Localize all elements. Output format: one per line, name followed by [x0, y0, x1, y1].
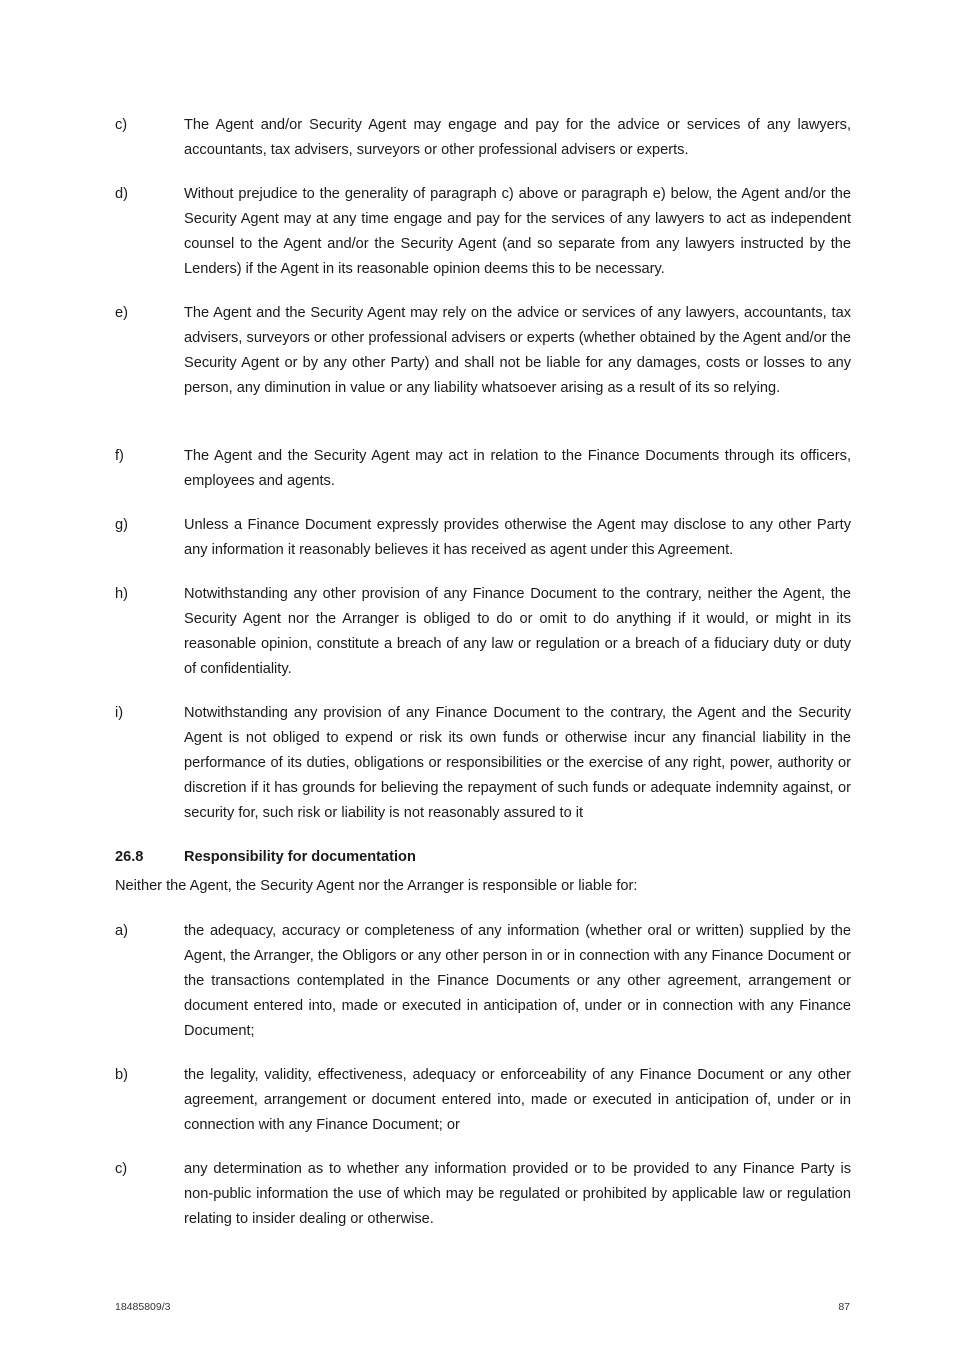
clause-text: Without prejudice to the generality of paragraph c) above or paragraph e) below, the Agent and/or the Security Agent may at any time engage and pay for the services of any lawyers to act as independent counsel to the Agent and/or the Security Agent (and so separate from any lawyers instructed by the Lenders) if the Agent in its reasonable opinion deems this to be necessary. [184, 186, 851, 277]
clause-label: c) [115, 117, 128, 133]
clause-text: The Agent and the Security Agent may act in relation to the Finance Documents through its officers, employees and agents. [184, 448, 851, 489]
clause-i-own-funds [115, 701, 851, 826]
clause-f-officers [115, 444, 851, 494]
clause-c-determination [115, 1157, 851, 1232]
clause-text: the adequacy, accuracy or completeness of any information (whether oral or written) supplied by the Agent, the Arranger, the Obligors or any other person in or in connection with any Finance Document or the transactions contemplated in the Finance Documents or any other agreement, arrangement or document entered into, made or executed in anticipation of, under or in connection with any Finance Document; [184, 923, 851, 1039]
clause-label: d) [115, 186, 128, 202]
clause-h-breach [115, 582, 851, 682]
clause-label: e) [115, 305, 128, 321]
clause-label: a) [115, 923, 128, 939]
document-reference: 18485809/3 [115, 1301, 171, 1313]
clause-g-disclosure [115, 513, 851, 563]
clause-label: f) [115, 448, 124, 464]
section-number: 26.8 [115, 849, 144, 865]
clause-text: The Agent and the Security Agent may rely on the advice or services of any lawyers, accountants, tax advisers, surveyors or other professional advisers or experts (whether obtained by the Agent and/or the Security Agent or by any other Party) and shall not be liable for any damages, costs or losses to any person, any diminution in value or any liability whatsoever arising as a result of its so relying. [184, 305, 851, 396]
clause-text: Unless a Finance Document expressly provides otherwise the Agent may disclose to any other Party any information it reasonably believes it has received as agent under this Agreement. [184, 517, 851, 558]
section-intro: Neither the Agent, the Security Agent nor the Arranger is responsible or liable for: [115, 878, 638, 894]
clause-label: i) [115, 705, 124, 721]
clause-text: The Agent and/or Security Agent may engage and pay for the advice or services of any lawyers, accountants, tax advisers, surveyors or other professional advisers or experts. [184, 117, 851, 158]
section-heading [115, 845, 851, 870]
clause-text: any determination as to whether any information provided or to be provided to any Finance Party is non-public information the use of which may be regulated or prohibited by applicable law or regulation relating to insider dealing or otherwise. [184, 1161, 851, 1227]
clause-d-independent-counsel [115, 182, 851, 282]
clause-text: Notwithstanding any provision of any Finance Document to the contrary, the Agent and the Security Agent is not obliged to expend or risk its own funds or otherwise incur any financial liability in the performance of its duties, obligations or responsibilities or the exercise of any right, power, authority or discretion if it has grounds for believing the repayment of such funds or adequate indemnity against, or security for, such risk or liability is not reasonably assured to it [184, 705, 851, 821]
clause-c-advisers [115, 113, 851, 163]
clause-text: Notwithstanding any other provision of any Finance Document to the contrary, neither the Agent, the Security Agent nor the Arranger is obliged to do or omit to do anything if it would, or might in its reasonable opinion, constitute a breach of any law or regulation or a breach of a fiduciary duty or duty of confidentiality. [184, 586, 851, 677]
clause-label: h) [115, 586, 128, 602]
section-title: Responsibility for documentation [184, 849, 416, 865]
clause-e-reliance [115, 301, 851, 401]
clause-b-legality [115, 1063, 851, 1138]
clause-text: the legality, validity, effectiveness, adequacy or enforceability of any Finance Document or any other agreement, arrangement or document entered into, made or executed in anticipation of, under or in connection with any Finance Document; or [184, 1067, 851, 1133]
clause-label: b) [115, 1067, 128, 1083]
page-number: 87 [838, 1301, 850, 1313]
clause-a-adequacy [115, 919, 851, 1044]
clause-label: g) [115, 517, 128, 533]
clause-label: c) [115, 1161, 128, 1177]
